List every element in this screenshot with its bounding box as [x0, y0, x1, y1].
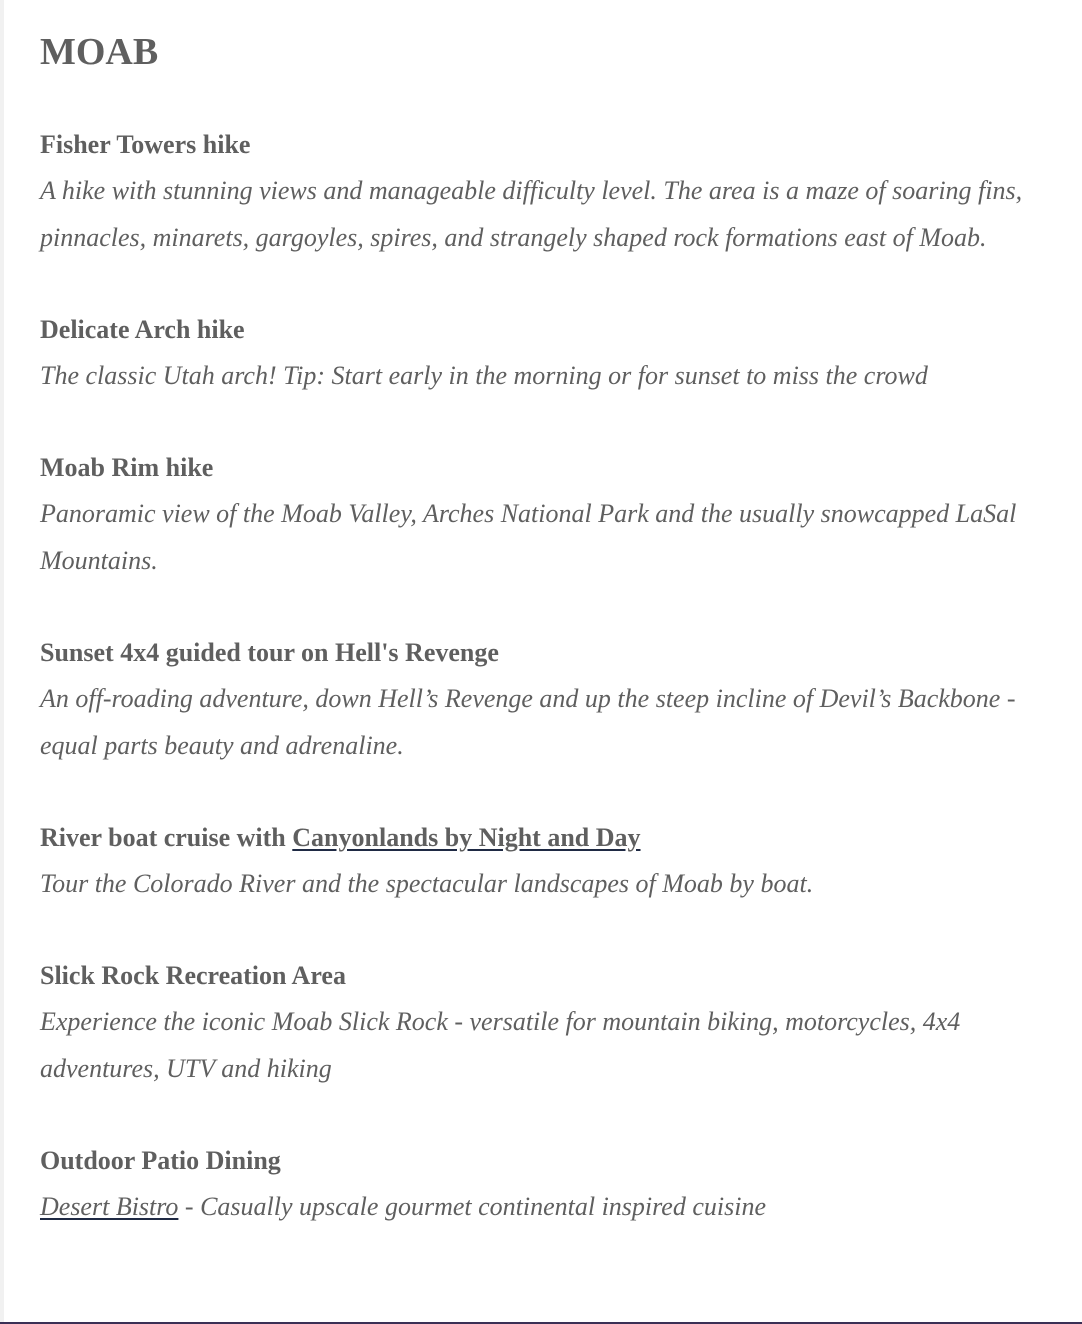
- entry-title: Slick Rock Recreation Area: [40, 961, 346, 990]
- entry-title: [40, 816, 1040, 860]
- entry-river-boat-cruise: [40, 816, 1040, 907]
- left-edge-rule: [0, 0, 4, 1324]
- entry-title: Moab Rim hike: [40, 453, 214, 482]
- entry-description: Tour the Colorado River and the spectacular landscapes of Moab by boat.: [40, 869, 814, 898]
- canyonlands-by-night-and-day-link[interactable]: Canyonlands by Night and Day: [292, 823, 641, 852]
- moab-content: [40, 28, 1040, 1230]
- entry-outdoor-patio-dining: [40, 1139, 1040, 1230]
- desert-bistro-link[interactable]: Desert Bistro: [40, 1192, 179, 1221]
- entry-moab-rim: [40, 446, 1040, 584]
- entry-description: A hike with stunning views and manageable difficulty level. The area is a maze of soaring fins, pinnacles, minarets, gargoyles, spires, and strangely shaped rock formations east of Moab.: [40, 176, 1023, 252]
- entry-slick-rock: [40, 954, 1040, 1092]
- entry-delicate-arch: [40, 308, 1040, 399]
- entry-description: Panoramic view of the Moab Valley, Arches National Park and the usually snowcapped LaSal Mountains.: [40, 499, 1017, 575]
- entry-description-text: - Casually upscale gourmet continental inspired cuisine: [178, 1192, 766, 1221]
- page-title: MOAB: [40, 31, 159, 73]
- entry-title-prefix: River boat cruise with: [40, 823, 293, 852]
- entry-title: Delicate Arch hike: [40, 315, 245, 344]
- entry-description: [40, 1183, 1040, 1230]
- entry-fisher-towers: [40, 123, 1040, 261]
- entry-description: Experience the iconic Moab Slick Rock - versatile for mountain biking, motorcycles, 4x4 adventures, UTV and hiking: [40, 1007, 961, 1083]
- entry-sunset-4x4-tour: [40, 631, 1040, 769]
- entry-title: Outdoor Patio Dining: [40, 1146, 281, 1175]
- entry-title: Fisher Towers hike: [40, 130, 251, 159]
- entry-description: The classic Utah arch! Tip: Start early in the morning or for sunset to miss the crowd: [40, 361, 928, 390]
- entry-description: An off-roading adventure, down Hell’s Revenge and up the steep incline of Devil’s Backbone - equal parts beauty and adrenaline.: [40, 684, 1016, 760]
- entry-title: Sunset 4x4 guided tour on Hell's Revenge: [40, 638, 499, 667]
